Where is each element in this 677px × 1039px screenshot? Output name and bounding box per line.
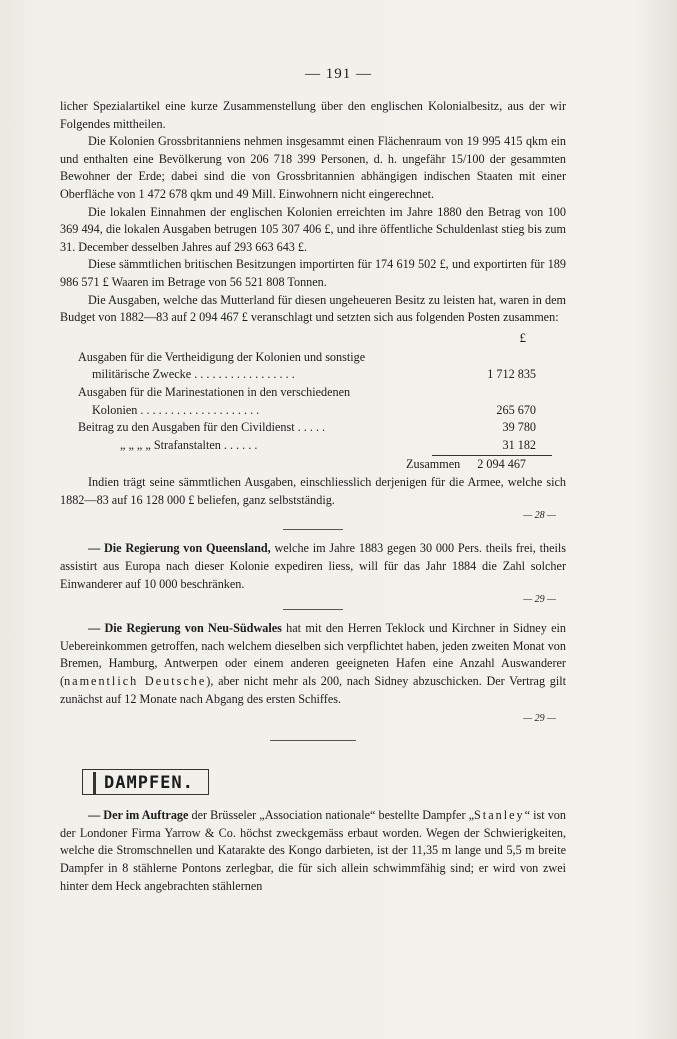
divider: [283, 529, 343, 530]
budget-total-value: 2 094 467: [477, 457, 526, 472]
budget-row: [60, 349, 566, 367]
budget-row: [60, 437, 566, 455]
page-body: [60, 98, 566, 895]
budget-row-label: Ausgaben für die Vertheidigung der Kolonien und sonstige: [78, 349, 366, 364]
nsw-text-a: hat mit den Herren Teklock und Kirchner in Sidney ein Uebereinkommen getroffen, nach welchem dieselben sich verpflichtet haben, jeden zweiten Monat von Bremen, Hamburg, Antwerpen oder einem anderen geeigneten Hafen eine Anzahl Auswanderer (: [60, 621, 566, 689]
reference-number: — 28 —: [523, 510, 556, 522]
section-title-box: [82, 769, 209, 795]
budget-table: [60, 349, 566, 475]
divider: [270, 740, 356, 741]
nsw-text-b: ), aber nicht mehr als 200, nach Sidney abzuschicken. Der Vertrag gilt zunächst auf 12 Monate nach Abgang des ersten Schiffes.: [60, 674, 567, 706]
reference-number: — 29 —: [523, 713, 556, 725]
queensland-text: welche im Jahre 1883 gegen 30 000 Pers. theils frei, theils assistirt aus Europa nach dieser Kolonie expediren liess, will für das Jahr 1884 die Zahl solcher Einwanderer auf 10 000 beschränken.: [60, 541, 567, 591]
section-title: DAMPFEN.: [93, 772, 194, 794]
dampfer-spaced: Stanley: [474, 808, 525, 823]
budget-currency-header: £: [519, 329, 526, 345]
paragraph-intro: licher Spezialartikel eine kurze Zusammenstellung über den englischen Kolonialbesitz, aus der wir Folgendes mittheilen.: [60, 99, 566, 131]
budget-row: [60, 419, 566, 437]
nsw-lead: — Die Regierung von Neu-Südwales: [88, 621, 282, 636]
dampfer-text-b: “ ist von der Londoner Firma Yarrow & Co. höchst zweckgemäss erbaut worden. Wegen der Schwierigkeiten, welche die Stromschnellen und Katarakte des Kongo darbieten, ist der 11,35 m lange und 5,5 m breite Dampfer in 8 stählerne Pontons zerlegbar, die für sich allein schwimmfähig sind; er wird von zwei hinter dem Heck angebrachten stählernen: [60, 808, 566, 893]
queensland-lead: — Die Regierung von Queensland,: [88, 541, 271, 556]
paragraph-budget: Die Ausgaben, welche das Mutterland für diesen ungeheueren Besitz zu leisten hat, waren in dem Budget von 1882—83 auf 2 094 467 £ veranschlagt und setzten sich aus folgenden Posten zusammen:: [60, 292, 566, 325]
dampfer-lead: — Der im Auftrage: [88, 808, 189, 823]
paragraph-new-south-wales: [60, 620, 566, 708]
budget-row-value: 39 780: [502, 420, 536, 435]
nsw-spaced: namentlich Deutsche: [64, 674, 207, 689]
paragraph-queensland: [60, 540, 566, 593]
paragraph-colonies-area: Die Kolonien Grossbritanniens nehmen insgesammt einen Flächenraum von 19 995 415 qkm ein und enthalten eine Bevölkerung von 206 718 399 Personen, d. h. ungefähr 15/100 der gesammten Bewohner der Erde; dabei sind die von Grossbritannien abhängigen indischen Staaten mit einer Oberfläche von 1 472 678 qkm und 49 Mill. Einwohnern nicht eingerechnet.: [60, 134, 566, 201]
paragraph-india: Indien trägt seine sämmtlichen Ausgaben, einschliesslich derjenigen für die Armee, welche sich 1882—83 auf 16 128 000 £ beliefen, ganz selbstständig.: [60, 475, 566, 507]
budget-row-label: Kolonien . . . . . . . . . . . . . . . . . . . .: [92, 402, 260, 417]
budget-row-label: „ „ „ „ Strafanstalten . . . . . .: [120, 437, 258, 452]
page-number: — 191 —: [305, 66, 372, 82]
budget-row-value: 265 670: [496, 402, 536, 417]
dampfer-text-a: der Brüsseler „Association nationale“ bestellte Dampfer „: [188, 808, 475, 823]
budget-total-label: Zusammen: [406, 457, 461, 472]
reference-number: — 29 —: [523, 594, 556, 606]
budget-row: [60, 402, 566, 420]
budget-row-label: Ausgaben für die Marinestationen in den verschiedenen: [78, 384, 351, 399]
divider: [283, 609, 343, 610]
budget-total: [60, 454, 566, 474]
paragraph-local-revenue: Die lokalen Einnahmen der englischen Kolonien erreichten im Jahre 1880 den Betrag von 100 369 494, die lokalen Ausgaben betrugen 105 307 406 £, und ihre öffentliche Schuldenlast stieg bis zum 31. December desselben Jahres auf 293 663 643 £.: [60, 204, 566, 254]
budget-row-value: 1 712 835: [487, 367, 536, 382]
budget-row-value: 31 182: [502, 437, 536, 452]
budget-row-label: Beitrag zu den Ausgaben für den Civildienst . . . . .: [78, 420, 326, 435]
paragraph-trade: Diese sämmtlichen britischen Besitzungen importirten für 174 619 502 £, und exportirten für 189 986 571 £ Waaren im Betrage von 56 521 808 Tonnen.: [60, 257, 566, 289]
budget-row: [60, 384, 566, 402]
budget-row: [60, 366, 566, 384]
paragraph-dampfer: [60, 807, 566, 895]
budget-row-label: militärische Zwecke . . . . . . . . . . . . . . . . .: [92, 367, 295, 382]
